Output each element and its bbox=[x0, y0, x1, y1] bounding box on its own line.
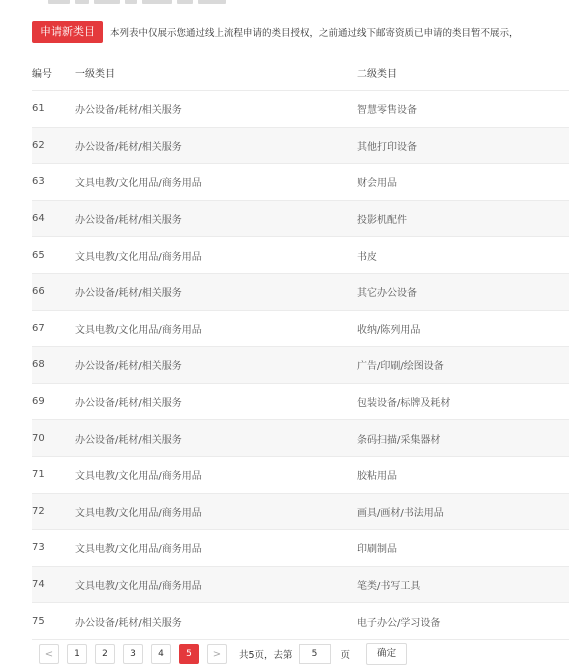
row-level1-category: 办公设备/耗材/相关服务 bbox=[75, 603, 357, 640]
table-row bbox=[32, 164, 569, 201]
row-number: 69 bbox=[32, 383, 75, 420]
pagination bbox=[39, 643, 407, 665]
page-4-button[interactable]: 4 bbox=[151, 644, 171, 664]
page-suffix-label: 页 bbox=[340, 650, 351, 661]
row-level1-category: 办公设备/耗材/相关服务 bbox=[75, 383, 357, 420]
category-panel bbox=[18, 12, 569, 664]
prev-page-button[interactable]: < bbox=[39, 644, 59, 664]
table-row bbox=[32, 383, 569, 420]
row-number: 67 bbox=[32, 310, 75, 347]
row-level2-category: 收纳/陈列用品 bbox=[357, 310, 569, 347]
header-number: 编号 bbox=[32, 55, 75, 91]
top-cutoff-strip bbox=[18, 0, 569, 12]
table-row bbox=[32, 310, 569, 347]
table-header-row bbox=[32, 55, 569, 91]
row-level2-category: 胶粘用品 bbox=[357, 456, 569, 493]
row-level1-category: 办公设备/耗材/相关服务 bbox=[75, 347, 357, 384]
row-level2-category: 印刷制品 bbox=[357, 530, 569, 567]
row-number: 62 bbox=[32, 127, 75, 164]
notice-bar bbox=[32, 21, 519, 43]
table-row bbox=[32, 603, 569, 640]
notice-text: 本列表中仅展示您通过线上流程申请的类目授权，之前通过线下邮寄资质已申请的类目暂不展示， bbox=[110, 28, 519, 39]
row-level2-category: 包装设备/标牌及耗材 bbox=[357, 383, 569, 420]
row-number: 72 bbox=[32, 493, 75, 530]
row-number: 65 bbox=[32, 237, 75, 274]
row-level1-category: 文具电教/文化用品/商务用品 bbox=[75, 456, 357, 493]
table-row bbox=[32, 530, 569, 567]
row-level2-category: 电子办公/学习设备 bbox=[357, 603, 569, 640]
row-level1-category: 文具电教/文化用品/商务用品 bbox=[75, 164, 357, 201]
row-level1-category: 办公设备/耗材/相关服务 bbox=[75, 91, 357, 128]
row-number: 66 bbox=[32, 273, 75, 310]
apply-new-category-button[interactable]: 申请新类目 bbox=[32, 21, 103, 43]
table-row bbox=[32, 347, 569, 384]
table-row bbox=[32, 200, 569, 237]
row-number: 75 bbox=[32, 603, 75, 640]
row-level2-category: 书皮 bbox=[357, 237, 569, 274]
page-2-button[interactable]: 2 bbox=[95, 644, 115, 664]
row-level1-category: 文具电教/文化用品/商务用品 bbox=[75, 493, 357, 530]
table-row bbox=[32, 420, 569, 457]
row-level1-category: 办公设备/耗材/相关服务 bbox=[75, 127, 357, 164]
row-number: 68 bbox=[32, 347, 75, 384]
total-pages-label: 共5页，去第 bbox=[239, 650, 293, 661]
page-1-button[interactable]: 1 bbox=[67, 644, 87, 664]
row-level1-category: 办公设备/耗材/相关服务 bbox=[75, 420, 357, 457]
table-row bbox=[32, 91, 569, 128]
header-level2: 二级类目 bbox=[357, 55, 569, 91]
table-row bbox=[32, 456, 569, 493]
table-row bbox=[32, 273, 569, 310]
row-level2-category: 广告/印刷/绘图设备 bbox=[357, 347, 569, 384]
confirm-button[interactable]: 确定 bbox=[366, 643, 407, 665]
category-table bbox=[32, 55, 569, 640]
row-level2-category: 投影机配件 bbox=[357, 200, 569, 237]
table-row bbox=[32, 493, 569, 530]
row-level2-category: 财会用品 bbox=[357, 164, 569, 201]
row-level1-category: 文具电教/文化用品/商务用品 bbox=[75, 310, 357, 347]
row-number: 70 bbox=[32, 420, 75, 457]
row-number: 71 bbox=[32, 456, 75, 493]
row-number: 63 bbox=[32, 164, 75, 201]
table-row bbox=[32, 127, 569, 164]
row-number: 61 bbox=[32, 91, 75, 128]
row-level1-category: 文具电教/文化用品/商务用品 bbox=[75, 530, 357, 567]
page-5-button[interactable]: 5 bbox=[179, 644, 199, 664]
row-level2-category: 画具/画材/书法用品 bbox=[357, 493, 569, 530]
next-page-button[interactable]: > bbox=[207, 644, 227, 664]
row-level2-category: 其它办公设备 bbox=[357, 273, 569, 310]
row-level2-category: 条码扫描/采集器材 bbox=[357, 420, 569, 457]
row-number: 73 bbox=[32, 530, 75, 567]
row-level1-category: 办公设备/耗材/相关服务 bbox=[75, 273, 357, 310]
goto-page-input[interactable]: 5 bbox=[299, 644, 331, 664]
row-number: 64 bbox=[32, 200, 75, 237]
row-level2-category: 其他打印设备 bbox=[357, 127, 569, 164]
row-number: 74 bbox=[32, 566, 75, 603]
row-level2-category: 智慧零售设备 bbox=[357, 91, 569, 128]
row-level1-category: 办公设备/耗材/相关服务 bbox=[75, 200, 357, 237]
row-level1-category: 文具电教/文化用品/商务用品 bbox=[75, 566, 357, 603]
row-level1-category: 文具电教/文化用品/商务用品 bbox=[75, 237, 357, 274]
row-level2-category: 笔类/书写工具 bbox=[357, 566, 569, 603]
page-3-button[interactable]: 3 bbox=[123, 644, 143, 664]
table-row bbox=[32, 237, 569, 274]
table-row bbox=[32, 566, 569, 603]
header-level1: 一级类目 bbox=[75, 55, 357, 91]
